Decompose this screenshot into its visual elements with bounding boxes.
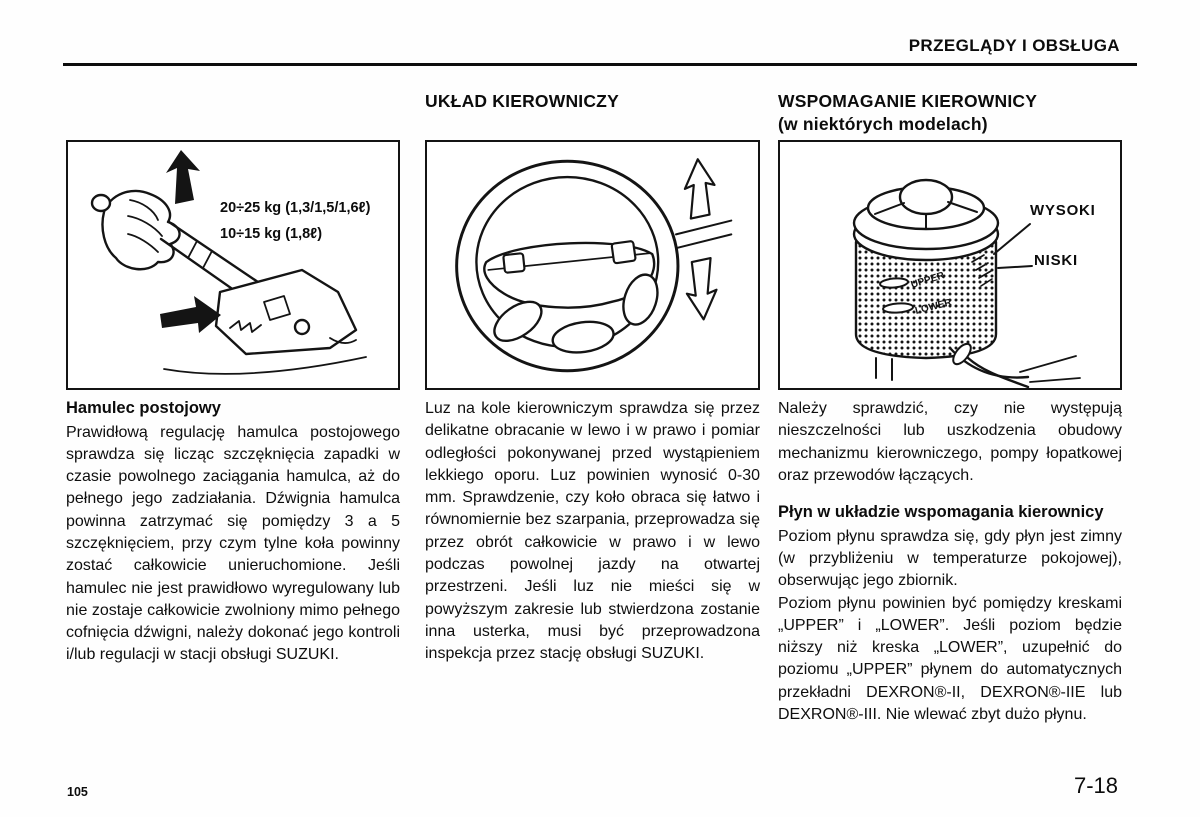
parking-brake-illustration bbox=[68, 142, 398, 388]
power-steering-section bbox=[778, 398, 1122, 726]
fluid-level-text-2: Poziom płynu powinien być pomiędzy kreskami „UPPER” i „LOWER”. Jeśli poziom będzie niższy niż kreska „LOWER”, uzupełnić do poziomu „UPPER” płynem do automatycznych przekładni DEXRON®-II, DEXRON®-IIE lub DEXRON®-III. Nie wlewać zbyt dużo płynu. bbox=[778, 594, 1122, 724]
steering-heading: UKŁAD KIEROWNICZY bbox=[425, 91, 619, 111]
page-number-section: 7-18 bbox=[1073, 773, 1118, 798]
fluid-level-text-1: Poziom płynu sprawdza się, gdy płyn jest zimny (w przybliżeniu w temperaturze pokojowej), obserwując jego zbiornik. bbox=[778, 527, 1122, 590]
right-arrow-icon bbox=[160, 296, 221, 333]
page-number-sequential: 105 bbox=[67, 785, 88, 799]
steering-section bbox=[425, 398, 760, 666]
column-power-steering bbox=[778, 0, 1122, 817]
up-arrow-icon bbox=[166, 150, 200, 204]
parking-brake-heading: Hamulec postojowy bbox=[66, 399, 221, 417]
power-steering-heading bbox=[778, 90, 1122, 136]
parking-brake-section bbox=[66, 398, 400, 667]
arrow-down-outline-icon bbox=[687, 258, 717, 319]
arrow-up-outline-icon bbox=[685, 159, 715, 218]
parking-brake-text: Prawidłową regulację hamulca postojowego sprawdza się licząc szczęknięcia zapadki w czasie powolnego zaciągania hamulca, aż do pełnego jego zadziałania. Dźwignia hamulca powinna zatrzymać się pomiędzy 3 a 5 szczęknięciem, przy czym tylne koła powinny zostać całkowicie unieruchomione. Jeśli hamulec nie jest prawidłowo wyregulowany lub nie zostaje całkowicie zwolniony mimo pełnego cofnięcia dźwigni, należy dokonać jego kontroli i/lub regulacji w stacji obsługi SUZUKI. bbox=[66, 423, 400, 664]
fluid-subheading: Płyn w układzie wspomagania kierownicy bbox=[778, 503, 1104, 522]
figure-fluid-reservoir bbox=[778, 140, 1122, 390]
niski-callout-line bbox=[998, 266, 1032, 268]
reservoir-upper-mark: UPPER bbox=[909, 270, 946, 291]
page-header: PRZEGLĄDY I OBSŁUGA bbox=[908, 36, 1120, 55]
column-parking-brake bbox=[66, 0, 400, 817]
figure-steering-wheel bbox=[425, 140, 760, 390]
steering-text: Luz na kole kierowniczym sprawdza się przez delikatne obracanie w lewo i w prawo i pomiar odległości pokonywanej przed wystąpieniem lekkiego oporu. Luz powinien wynosić 0-30 mm. Sprawdzenie, czy koło obraca się łatwo i równomiernie bez szarpania, przeprowadza się przez obrót całkowicie w prawo i w lewo podczas powolnej jazdy na otwartej przestrzeni. Jeśli luz nie mieści się w powyższym zakresie lub stwierdzona zostanie inna usterka, musi być przeprowadzona inspekcja przez stację obsługi SUZUKI. bbox=[425, 400, 760, 663]
handbrake-force-label-2: 10÷15 kg (1,8ℓ) bbox=[220, 226, 323, 242]
reservoir-high-label: WYSOKI bbox=[1030, 202, 1096, 219]
power-steering-heading-line1: WSPOMAGANIE KIEROWNICY bbox=[778, 91, 1038, 111]
wysoki-callout-line bbox=[994, 224, 1030, 254]
column-steering bbox=[425, 0, 760, 817]
reservoir-lower-mark: LOWER bbox=[914, 297, 953, 317]
power-steering-check-text: Należy sprawdzić, czy nie występują nieszczelności lub uszkodzenia obudowy mechanizmu kierowniczego, pompy łopatkowej oraz przewodów łączących. bbox=[778, 400, 1122, 484]
steering-wheel-illustration bbox=[427, 142, 758, 388]
figure-parking-brake bbox=[66, 140, 400, 390]
reservoir-low-label: NISKI bbox=[1034, 252, 1079, 269]
power-steering-heading-line2: (w niektórych modelach) bbox=[778, 114, 988, 134]
handbrake-force-label-1: 20÷25 kg (1,3/1,5/1,6ℓ) bbox=[220, 200, 371, 216]
